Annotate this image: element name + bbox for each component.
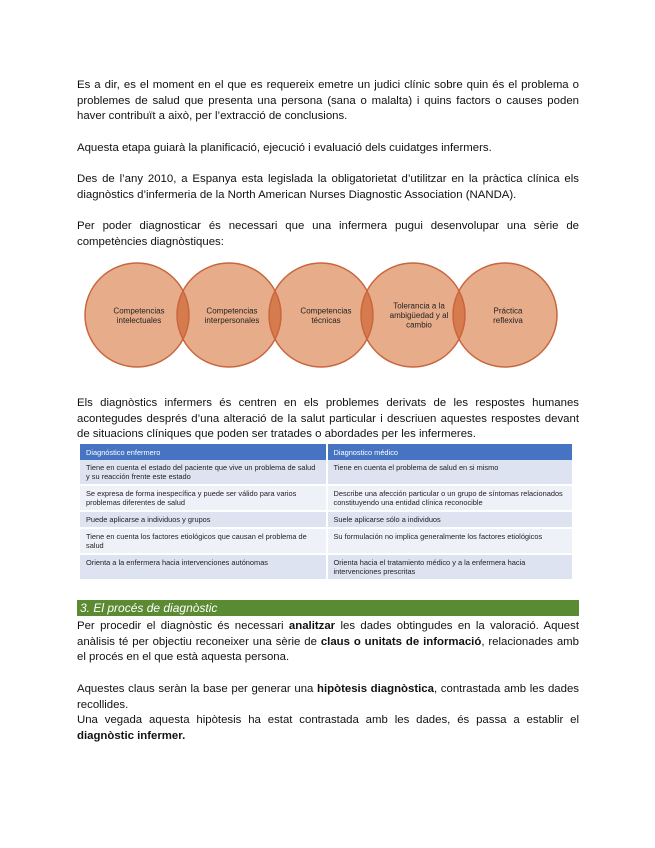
table-header-row [80,444,573,460]
paragraph-nanda: Des de l’any 2010, a Espanya esta legislada la obligatorietat d’utilitzar en la pràctica clínica els diagnòstics d’infermeria de la North American Nurses Diagnostic Association (NANDA). [77,173,579,201]
table-row [80,511,573,528]
header-nursing-diagnosis: Diagnóstico enfermero [80,444,327,460]
p6-text-c: les dades obtingudes en la valoració. Aquest anàlisis té per objectiu reconeixer una sèrie de [77,620,579,648]
p8-bold-diagnostic: diagnòstic infermer. [77,729,186,742]
paragraph-competencies: Per poder diagnosticar és necessari que una infermera pugui desenvolupar una sèrie de competències diagnòstiques: [77,220,579,248]
venn-label: Competencias interpersonales [204,306,260,325]
p6-bold-analitzar: analitzar [288,620,336,632]
venn-label: Competencias técnicas [300,306,352,325]
section-header-bar [77,600,579,616]
table-cell: Orienta hacia el tratamiento médico y a la enfermera hacia intervenciones prescritas [327,554,574,580]
table-cell: Tiene en cuenta el problema de salud en si mismo [327,460,574,485]
table-cell: Orienta a la enfermera hacia intervenciones autónomas [80,554,327,580]
table-row [80,485,573,511]
table-cell: Suele aplicarse sólo a individuos [327,511,574,528]
paragraph-diagnostic-infermer [77,713,579,744]
venn-label: Competencias intelectuales [113,306,165,325]
section-title: 3. El procés de diagnòstic [80,601,218,615]
paragraph-proces-diagnostic [77,619,579,666]
paragraph-diagnostics-infermers: Els diagnòstics infermers és centren en els problemes derivats de les respostes humanes acontegudes després d’una alteració de la salut particular i descriuen aquestes respostes devant de situacions clíniques que poden ser tratades o abordades per les infermeres. [77,397,579,440]
paragraph-judici-clinic: Es a dir, es el moment en el que es requereix emetre un judici clínic sobre quin és el problema o problemes de salud que presenta una persona (sana o malalta) i quins factors o causes poden haver contribuït a això, per l’extracció de conclusions. [77,79,579,122]
diagnosis-comparison-table [80,444,574,581]
table-cell: Puede aplicarse a individuos y grupos [80,511,327,528]
table-cell: Su formulación no implica generalmente los factores etiológicos [327,528,574,554]
paragraph-etapa: Aquesta etapa guiarà la planificació, ejecució i evaluació dels cuidatges infermers. [77,142,492,154]
header-medical-diagnosis: Diagnostico médico [327,444,574,460]
venn-label: Tolerancia a la ambigüedad y al cambio [389,301,449,330]
table-row [80,554,573,580]
paragraph-hipotesis [77,682,579,713]
p7-bold-hipotesis: hipòtesis diagnòstica [317,683,434,695]
p6-bold-claus: claus o unitats de informació [320,635,482,648]
p6-text-e: , relacionades amb el procés en el que està aquesta persona. [77,635,579,663]
p8-text-a: Una vegada aquesta hipòtesis ha estat contrastada amb les dades, és passa a establir el [77,714,579,726]
venn-label: Práctica reflexiva [493,306,523,325]
p7-text-a: Aquestes claus seràn la base per generar una [77,683,318,695]
competencies-venn-diagram [80,253,580,383]
table-row [80,528,573,554]
p7-text-c: , contrastada amb les dades recollides. [77,683,579,711]
table-cell: Tiene en cuenta el estado del paciente que vive un problema de salud y su reacción frente este estado [80,460,327,485]
table-cell: Se expresa de forma inespecífica y puede ser válido para varios problemas diferentes de salud [80,485,327,511]
p6-text-a: Per procedir el diagnòstic és necessari [77,620,289,632]
table-row [80,460,573,485]
table-cell: Describe una afección particular o un grupo de síntomas relacionados constituyendo una entidad clínica reconocible [327,485,574,511]
table-cell: Tiene en cuenta los factores etiológicos que causan el problema de salud [80,528,327,554]
